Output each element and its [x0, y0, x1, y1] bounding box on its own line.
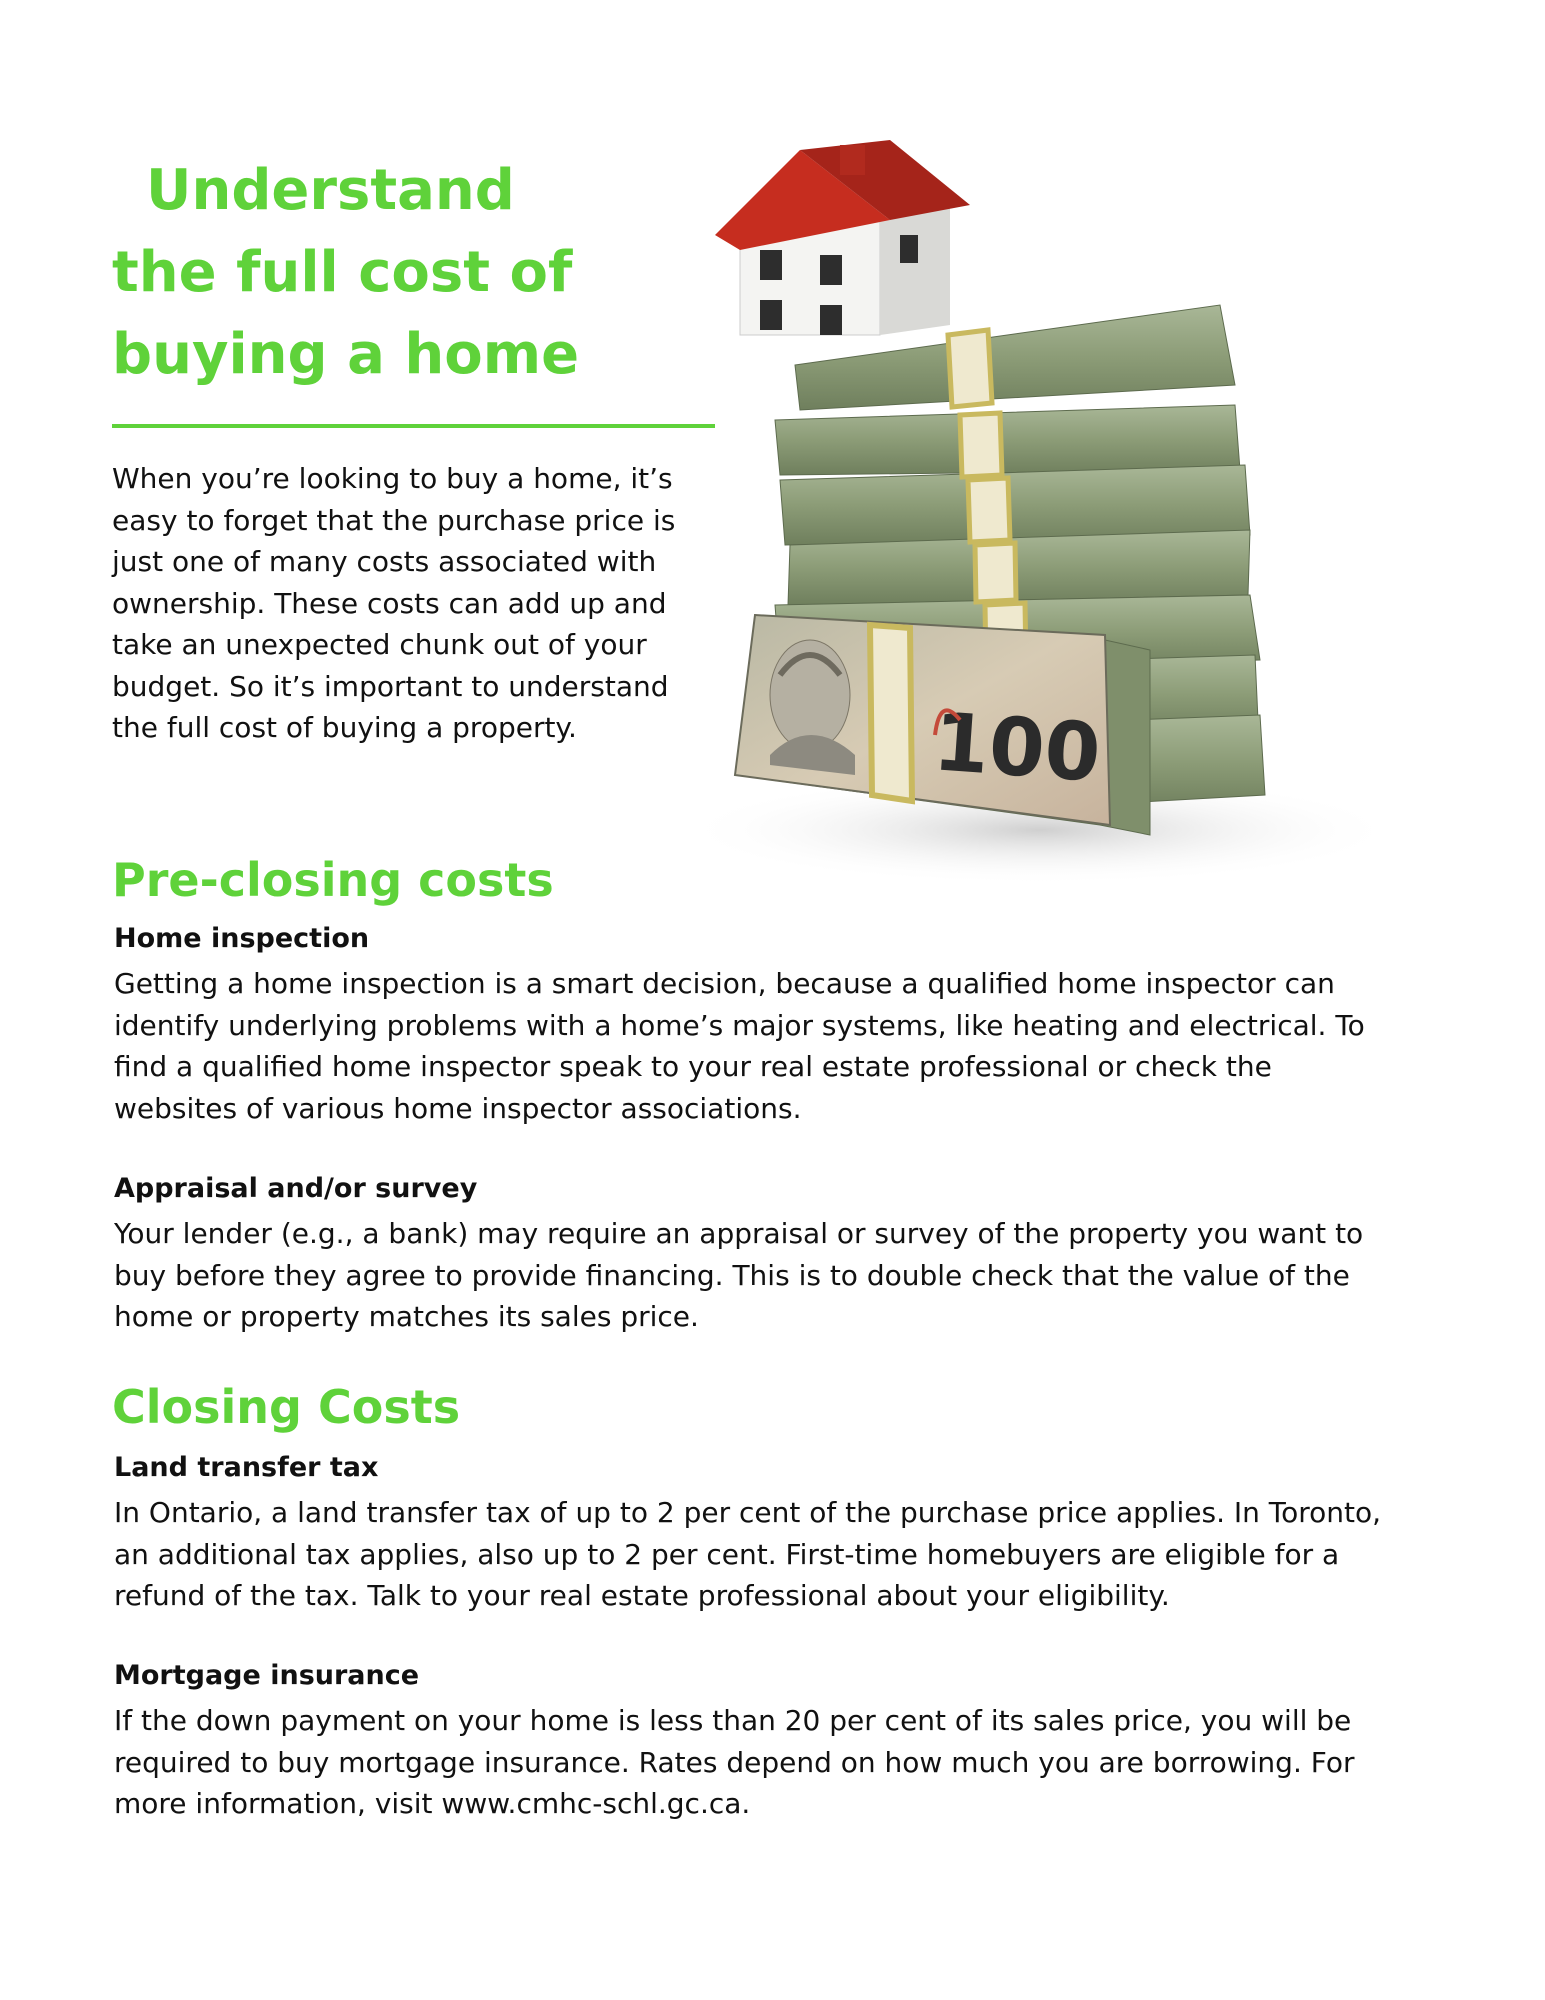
house-on-money-stack-icon — [660, 135, 1420, 915]
intro-line: the full cost of buying a property. — [112, 711, 577, 744]
page-title — [112, 150, 672, 396]
item-body-appraisal — [114, 1213, 1434, 1338]
item-body-mortgage-insurance — [114, 1700, 1434, 1825]
body-line: an additional tax applies, also up to 2 per cent. First-time homebuyers are eligible for a — [114, 1537, 1340, 1571]
body-line: find a qualified home inspector speak to your real estate professional or check the — [114, 1050, 1272, 1083]
item-heading-mortgage-insurance: Mortgage insurance — [114, 1660, 420, 1691]
body-line: websites of various home inspector associations. — [114, 1091, 802, 1125]
intro-line: ownership. These costs can add up and — [112, 586, 667, 620]
banknote-value-label: 100 — [930, 695, 1104, 800]
body-line: required to buy mortgage insurance. Rates depend on how much you are borrowing. For — [114, 1745, 1355, 1779]
title-line-2: the full cost of — [112, 240, 573, 305]
item-body-home-inspection — [114, 963, 1434, 1129]
body-line: Your lender (e.g., a bank) may require an appraisal or survey of the property you want to — [114, 1217, 1364, 1250]
intro-line: budget. So it’s important to understand — [112, 669, 669, 703]
intro-line: just one of many costs associated with — [112, 545, 657, 578]
body-line: more information, visit www.cmhc-schl.gc.ca. — [114, 1787, 751, 1820]
item-heading-appraisal: Appraisal and/or survey — [114, 1173, 478, 1204]
body-line: refund of the tax. Talk to your real estate professional about your eligibility. — [114, 1579, 1170, 1612]
body-line: In Ontario, a land transfer tax of up to 2 per cent of the purchase price applies. In Toronto, — [114, 1496, 1382, 1529]
body-line: Getting a home inspection is a smart decision, because a qualified home inspector can — [114, 967, 1335, 1000]
section-heading-closing: Closing Costs — [112, 1380, 461, 1434]
body-line: home or property matches its sales price. — [114, 1300, 699, 1333]
section-heading-pre-closing: Pre-closing costs — [112, 853, 554, 907]
intro-line: take an unexpected chunk out of your — [112, 628, 647, 661]
intro-paragraph — [112, 458, 712, 749]
intro-line: easy to forget that the purchase price is — [112, 503, 676, 537]
house-icon — [715, 140, 970, 335]
body-line: buy before they agree to provide financing. This is to double check that the value of the — [114, 1258, 1350, 1292]
item-body-land-transfer-tax — [114, 1492, 1434, 1617]
title-line-3: buying a home — [112, 322, 580, 387]
title-line-1: Understand — [146, 158, 515, 223]
intro-line: When you’re looking to buy a home, it’s — [112, 462, 673, 495]
body-line: If the down payment on your home is less than 20 per cent of its sales price, you will be — [114, 1704, 1352, 1737]
item-heading-home-inspection: Home inspection — [114, 923, 370, 954]
item-heading-land-transfer-tax: Land transfer tax — [114, 1452, 379, 1483]
body-line: identify underlying problems with a home’s major systems, like heating and electrical. To — [114, 1008, 1365, 1042]
title-divider — [112, 424, 715, 428]
